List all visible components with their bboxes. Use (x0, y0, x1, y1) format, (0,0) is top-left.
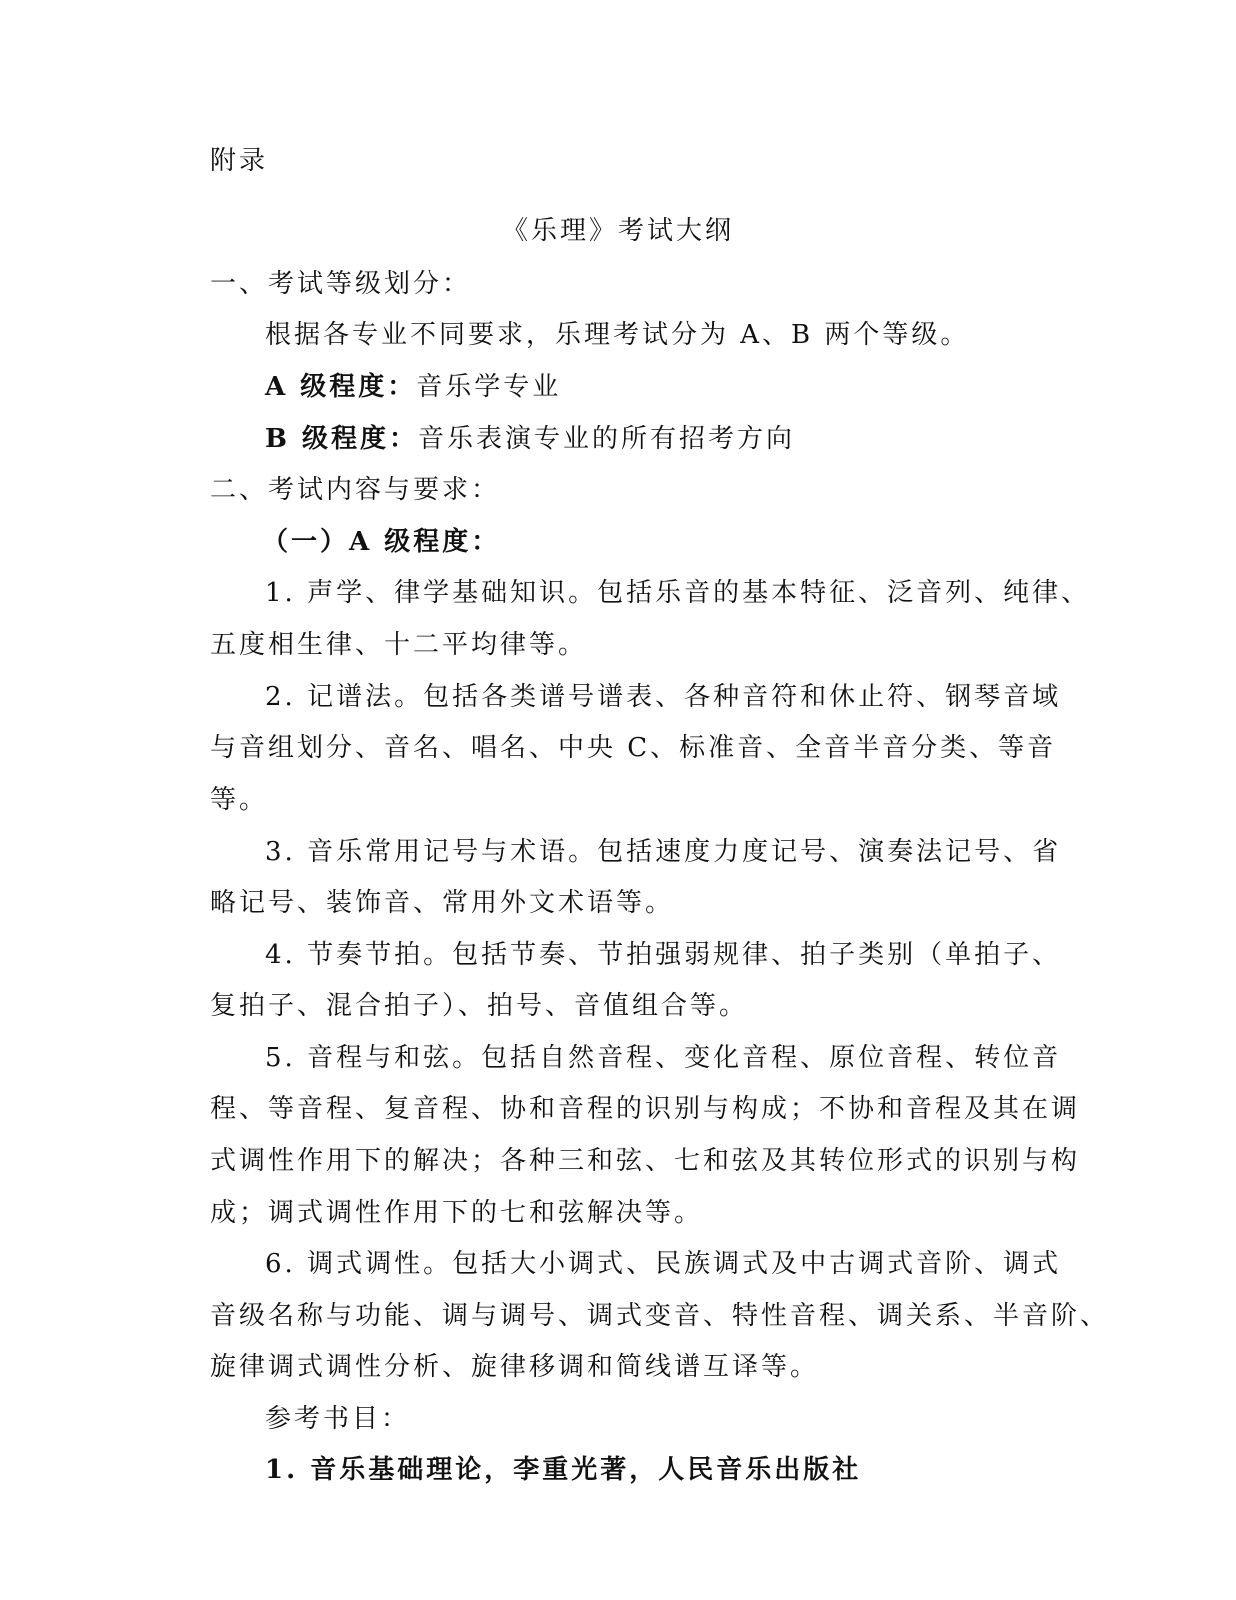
level-b-text: 音乐表演专业的所有招考方向 (418, 424, 796, 454)
section-2-subheading: （一）A 级程度： (262, 527, 501, 557)
item-1-line-1: 1. 声学、律学基础知识。包括乐音的基本特征、泛音列、纯律、 (265, 578, 1091, 608)
level-b-label: B 级程度： (265, 424, 419, 454)
item-2-line-2: 与音组划分、音名、唱名、中央 C、标准音、全音半音分类、等音 (210, 733, 1057, 763)
item-6-line-2: 音级名称与功能、调与调号、调式变音、特性音程、调关系、半音阶、 (210, 1301, 1110, 1331)
item-6-line-3: 旋律调式调性分析、旋律移调和简线谱互译等。 (210, 1352, 820, 1382)
section-2-heading: 二、考试内容与要求： (210, 475, 501, 505)
item-4-line-1: 4. 节奏节拍。包括节奏、节拍强弱规律、拍子类别（单拍子、 (265, 940, 1062, 970)
item-6-line-1: 6. 调式调性。包括大小调式、民族调式及中古调式音阶、调式 (265, 1249, 1062, 1279)
section-1-intro: 根据各专业不同要求，乐理考试分为 A、B 两个等级。 (265, 320, 970, 350)
item-4-line-2: 复拍子、混合拍子）、拍号、音值组合等。 (210, 991, 749, 1021)
item-2-line-3: 等。 (210, 785, 269, 815)
item-5-line-1: 5. 音程与和弦。包括自然音程、变化音程、原位音程、转位音 (265, 1043, 1062, 1073)
level-a-label: A 级程度： (265, 372, 417, 402)
item-3-line-1: 3. 音乐常用记号与术语。包括速度力度记号、演奏法记号、省 (265, 837, 1062, 867)
item-5-line-4: 成；调式调性作用下的七和弦解决等。 (210, 1198, 704, 1228)
level-a-text: 音乐学专业 (416, 372, 562, 402)
item-1-line-2: 五度相生律、十二平均律等。 (210, 630, 588, 660)
level-a-row (265, 370, 561, 404)
document-title: 《乐理》考试大纲 (501, 216, 734, 246)
item-2-line-1: 2. 记谱法。包括各类谱号谱表、各种音符和休止符、钢琴音域 (265, 682, 1062, 712)
level-b-row (265, 422, 795, 456)
references-heading: 参考书目： (265, 1404, 411, 1434)
appendix-label: 附录 (210, 146, 269, 176)
item-5-line-3: 式调性作用下的解决；各种三和弦、七和弦及其转位形式的识别与构 (210, 1146, 1081, 1176)
reference-item: 1. 音乐基础理论，李重光著，人民音乐出版社 (265, 1455, 862, 1485)
item-3-line-2: 略记号、装饰音、常用外文术语等。 (210, 888, 675, 918)
section-1-heading: 一、考试等级划分： (210, 269, 472, 299)
item-5-line-2: 程、等音程、复音程、协和音程的识别与构成；不协和音程及其在调 (210, 1094, 1081, 1124)
